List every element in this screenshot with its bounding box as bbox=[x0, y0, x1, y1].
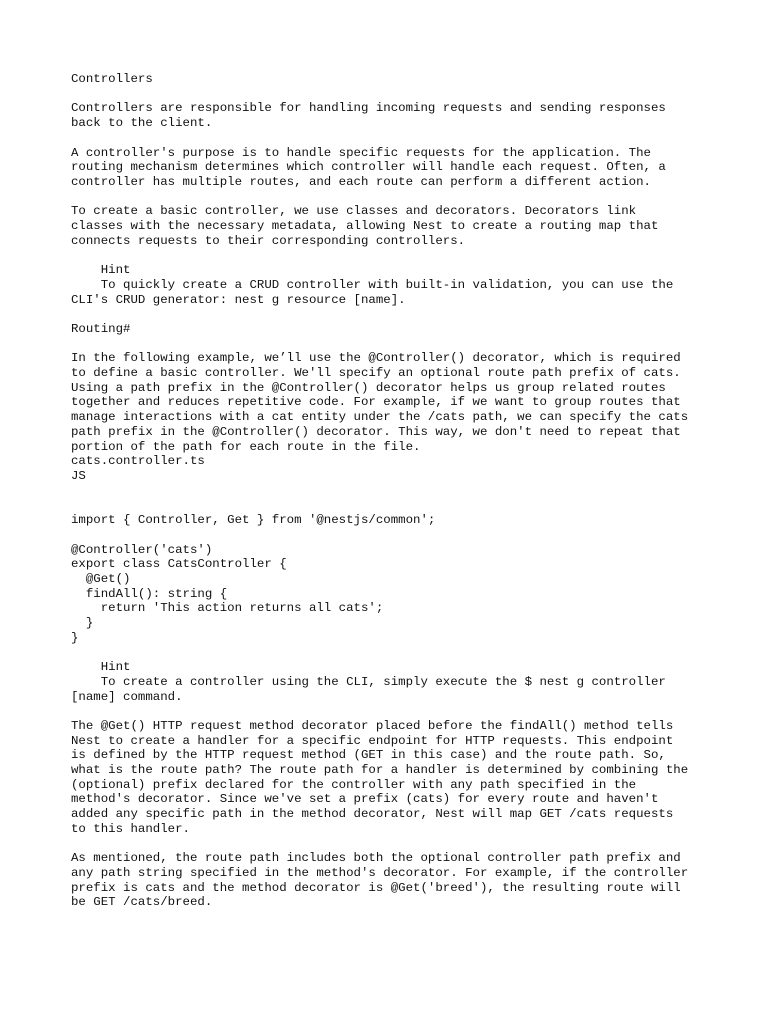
routing-paragraph: In the following example, we’ll use the @Controller() decorator, which is required to define a basic controller. We'll specify an optional route path prefix of cats. Using a path prefix in the @Controller() decorator helps us group related routes together and reduces repetitive code. For example, if we want to group routes that manage interactions with a cat entity under the /cats path, we can specify the cats path prefix in the @Controller() decorator. This way, we don't need to repeat that portion of the path for each route in the file. bbox=[71, 351, 689, 454]
routing-heading: Routing# bbox=[71, 321, 131, 336]
purpose-paragraph: A controller's purpose is to handle specific requests for the application. The routing mechanism determines which controller will handle each request. Often, a controller has multiple routes, and each route can perform a different action. bbox=[71, 145, 666, 189]
code-file-name: cats.controller.ts bbox=[71, 454, 205, 469]
hint-label: Hint bbox=[71, 660, 131, 675]
hint-text: To create a controller using the CLI, simply execute the $ nest g controller [name] command. bbox=[71, 674, 666, 704]
document-body bbox=[71, 72, 711, 910]
decorators-paragraph: To create a basic controller, we use classes and decorators. Decorators link classes with the necessary metadata, allowing Nest to create a routing map that connects requests to their corresponding controllers. bbox=[71, 204, 659, 248]
code-block: import { Controller, Get } from '@nestjs/common'; @Controller('cats') export class CatsController { @Get() findAll(): string { return 'This action returns all cats'; } } bbox=[71, 513, 436, 645]
hint-text: To quickly create a CRUD controller with built-in validation, you can use the CLI's CRUD generator: nest g resource [name]. bbox=[71, 277, 674, 307]
get-decorator-paragraph: The @Get() HTTP request method decorator placed before the findAll() method tells Nest to create a handler for a specific endpoint for HTTP requests. This endpoint is defined by the HTTP request method (GET in this case) and the route path. So, what is the route path? The route path for a handler is determined by combining the (optional) prefix declared for the controller with any path specified in the method's decorator. Since we've set a prefix (cats) for every route and haven't added any specific path in the method decorator, Nest will map GET /cats requests to this handler. bbox=[71, 718, 689, 836]
route-path-paragraph: As mentioned, the route path includes both the optional controller path prefix and any path string specified in the method's decorator. For example, if the controller prefix is cats and the method decorator is @Get('breed'), the resulting route will be GET /cats/breed. bbox=[71, 851, 689, 910]
hint-label: Hint bbox=[71, 263, 131, 278]
intro-paragraph: Controllers are responsible for handling incoming requests and sending responses back to the client. bbox=[71, 101, 666, 131]
code-language: JS bbox=[71, 468, 86, 483]
page-title: Controllers bbox=[71, 72, 153, 86]
